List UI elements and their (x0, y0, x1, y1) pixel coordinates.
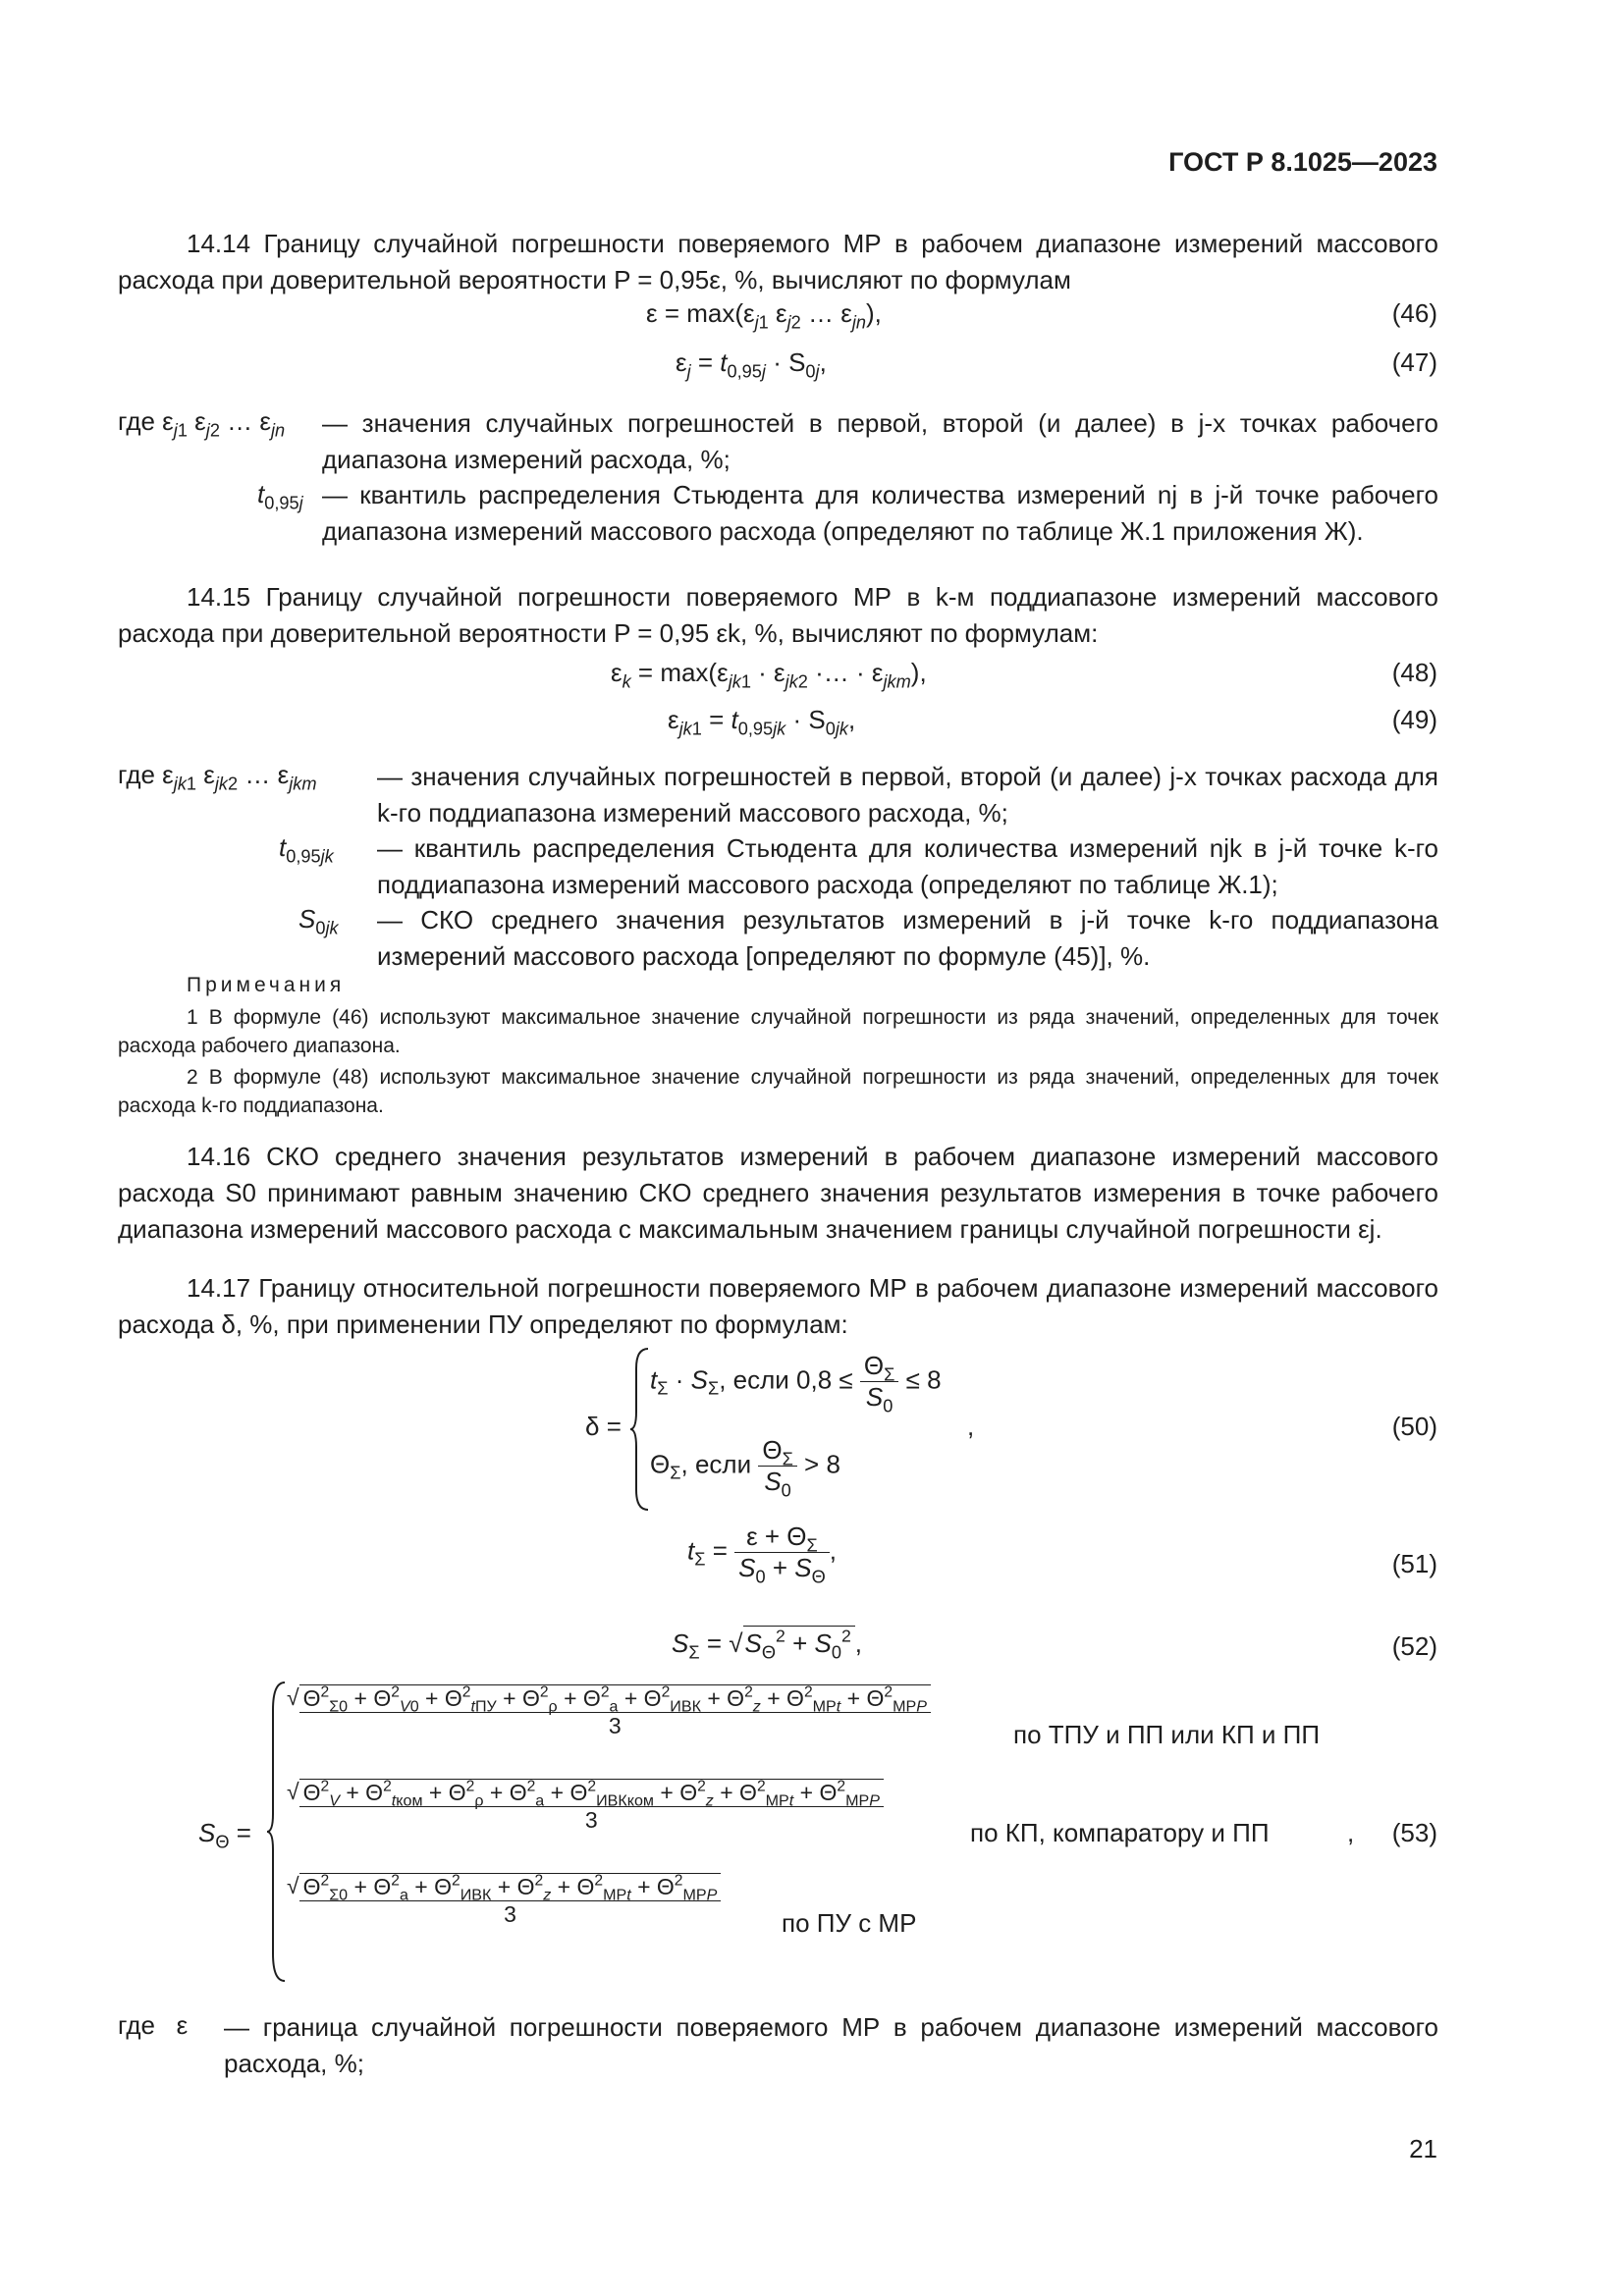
formula-number: (53) (1391, 1818, 1437, 1847)
formula-53-lhs: $S_\Theta$ = (198, 1818, 251, 1852)
formula-53-case-3-label: по ПУ с МР (782, 1908, 917, 1938)
formula-53-comma: , (1347, 1818, 1355, 1847)
formula-51: $t_\Sigma$ = $\frac{\varepsilon + \Theta_\Sigma}{S_0 + S_\Theta}$ , (687, 1522, 837, 1587)
where-desc: — значения случайных погрешностей в первой, второй (и далее) j-х точках расхода для k-го поддиапазона измерений массового расхода, %; (377, 762, 1438, 828)
note-2: 2 В формуле (48) используют максимальное значение случайной погрешности из ряда значений, определенных для точек расхода k-го поддиапазона. (118, 1066, 1438, 1117)
page-number: 21 (1409, 2134, 1437, 2163)
formula-46: $\varepsilon = \max(\varepsilon_{j1}$ $\varepsilon_{j2}$ … $\varepsilon_{jn}$), (646, 298, 882, 333)
where-term: $t_{0,95j}$ (257, 479, 303, 513)
formula-49: $\varepsilon_{jk1} = t_{0,95jk} \cdot S_{0jk}$, (668, 705, 856, 739)
formula-number: (47) (1391, 347, 1437, 377)
formula-number: (50) (1391, 1412, 1437, 1441)
left-brace (265, 1681, 289, 1983)
where-term: $t_{0,95jk}$ (279, 832, 334, 867)
where-label: где ε (118, 2010, 189, 2040)
formula-48: $\varepsilon_k = \max(\varepsilon_{jk1} \cdot \varepsilon_{jk2}$ ·… · $\varepsilon_{jkm}$), (611, 658, 927, 692)
formula-50-case-2: $\Theta_\Sigma$, если $\frac{\Theta_\Sigma}{S_0}$ > 8 (650, 1435, 840, 1501)
where-label: где $\varepsilon_{jk1}$ $\varepsilon_{jk2}$ … $\varepsilon_{jkm}$ (118, 760, 317, 794)
where-desc: — квантиль распределения Стьюдента для количества измерений nj в j-й точке рабочего диапазона измерений массового расхода (определяют по таблице Ж.1 приложения Ж). (322, 480, 1438, 546)
where-desc: — квантиль распределения Стьюдента для количества измерений njk в j-й точке k-го поддиапазона измерений массового расхода (определяют по таблице Ж.1); (377, 833, 1438, 899)
formula-52: $S_\Sigma = √S_\Theta^2 + S_0^2$ , (672, 1626, 863, 1663)
formula-50-case-1: $t_\Sigma \cdot S_\Sigma$, если 0,8 ≤ $\frac{\Theta_\Sigma}{S_0}$ ≤ 8 (650, 1351, 942, 1416)
paragraph-14-16: 14.16 СКО среднего значения результатов измерений в рабочем диапазоне измерений массового расхода S0 принимают равным значению СКО среднего значения результатов измерения в точке рабочего диапазона измерений массового расхода с максимальным значением границы случайной погрешности εj. (118, 1142, 1438, 1244)
formula-number: (49) (1391, 705, 1437, 734)
formula-50-lhs: δ = (585, 1412, 622, 1441)
paragraph-14-14: 14.14 Границу случайной погрешности поверяемого МР в рабочем диапазоне измерений массового расхода при доверительной вероятности P = 0,95ε, %, вычисляют по формулам (118, 229, 1438, 294)
formula-47: $\varepsilon_j = t_{0,95j} \cdot S_{0j}$, (676, 347, 827, 382)
paragraph-14-17: 14.17 Границу относительной погрешности поверяемого МР в рабочем диапазоне измерений массового расхода δ, %, при применении ПУ определяют по формулам: (118, 1273, 1438, 1339)
notes-heading: Примечания (187, 974, 346, 996)
formula-number: (46) (1391, 298, 1437, 328)
formula-number: (51) (1391, 1549, 1437, 1578)
formula-number: (52) (1391, 1631, 1437, 1661)
where-label: где $\varepsilon_{j1}$ $\varepsilon_{j2}$ … $\varepsilon_{jn}$ (118, 406, 286, 441)
formula-53-case-3: √ $\frac{\Theta^2_{\Sigma 0} + \Theta^2_a + \Theta^2_{ИВК} + \Theta^2_z + \Theta^2_{МРt} + \Theta^2_{МРP}}{3}$ (287, 1873, 721, 1928)
left-brace (628, 1347, 652, 1512)
formula-number: (48) (1391, 658, 1437, 687)
formula-53-case-1-label: по ТПУ и ПП или КП и ПП (1013, 1720, 1321, 1749)
formula-53-case-2-label: по КП, компаратору и ПП (970, 1818, 1270, 1847)
formula-53-case-2: √ $\frac{\Theta^2_V + \Theta^2_{tком} + \Theta^2_\rho + \Theta^2_a + \Theta^2_{ИВКком} + \Theta^2_z + \Theta^2_{МРt} + \Theta^2_{МРP}}{3}$ (287, 1779, 884, 1834)
formula-50-comma: , (967, 1412, 975, 1441)
where-desc: — граница случайной погрешности поверяемого МР в рабочем диапазоне измерений массового расхода, %; (224, 2012, 1438, 2078)
where-desc: — значения случайных погрешностей в первой, второй (и далее) в j-х точках рабочего диапазона измерений расхода, %; (322, 408, 1438, 474)
formula-53-case-1: √ $\Theta^2_{\Sigma 0} + \Theta^2_{V0} + \Theta^2_{tПУ} + \Theta^2_\rho + \Theta^2_a + \Theta^2_{ИВК} + \Theta^2_z + \Theta^2_{МРt} + \Theta^2_{МРP}$ 3 (287, 1684, 931, 1739)
document-header: ГОСТ Р 8.1025—2023 (1168, 147, 1437, 177)
paragraph-14-15: 14.15 Границу случайной погрешности поверяемого МР в k-м поддиапазоне измерений массового расхода при доверительной вероятности P = 0,95 εk, %, вычисляют по формулам: (118, 582, 1438, 648)
where-desc: — СКО среднего значения результатов измерений в j-й точке k-го поддиапазона измерений массового расхода [определяют по формуле (45)], %. (377, 905, 1438, 971)
where-term: $S_{0jk}$ (298, 904, 339, 938)
note-1: 1 В формуле (46) используют максимальное значение случайной погрешности из ряда значений, определенных для точек расхода рабочего диапазона. (118, 1006, 1438, 1057)
